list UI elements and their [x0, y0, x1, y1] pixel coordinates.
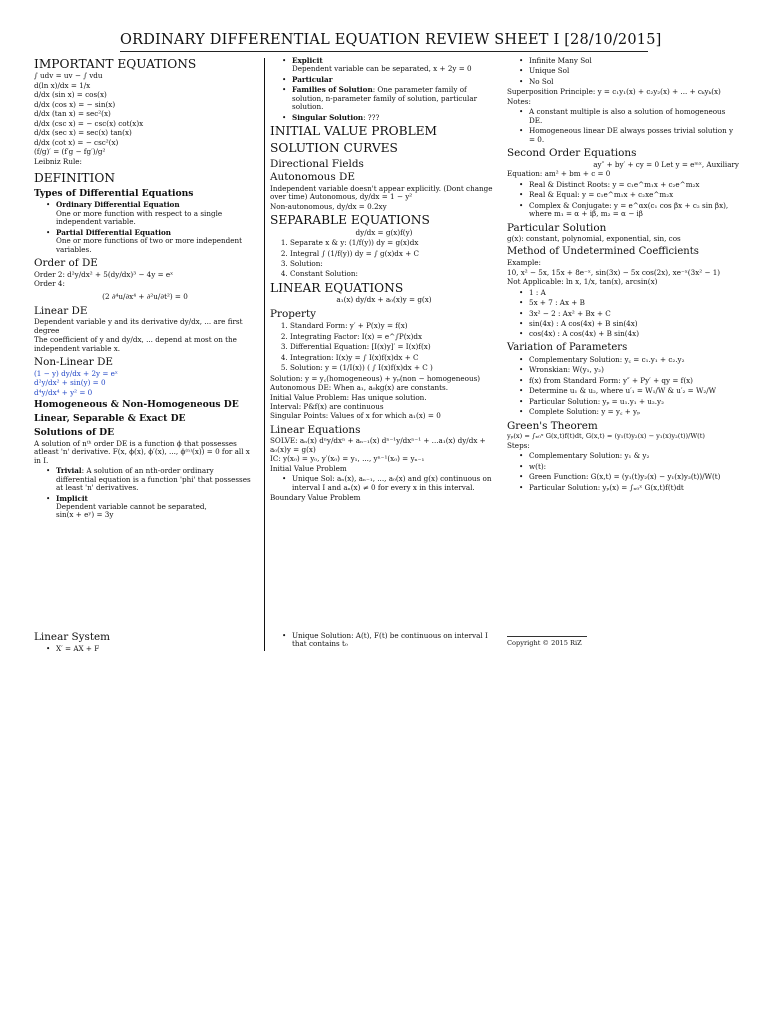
list-item: • Real & Equal: y = c₁e^m₁x + c₂xe^m₂x: [529, 191, 739, 199]
type-term: Partial Differential Equation: [56, 227, 172, 237]
singular-term: Singular Solution: [292, 112, 364, 122]
equation-line: (f/g)′ = (f′g − fg′)/g²: [34, 147, 106, 157]
undetermined-line: Not Applicable: ln x, 1/x, tan(x), arcsin(x): [507, 277, 658, 287]
type-desc: One or more function with respect to a single independent variable.: [56, 208, 223, 227]
solution-kinds-list: [270, 57, 498, 122]
list-item: • Complex & Conjugate: y = e^αx(c₁ cos βx + c₂ sin βx), where m₁ = α + iβ, m₂ = α − iβ: [529, 202, 739, 219]
solution-desc: : A solution of an nth-order ordinary differential equation is a function 'phi' that possesses at least 'n' derivatives.: [56, 466, 251, 493]
list-item: • A constant multiple is also a solution of homogeneous DE.: [529, 108, 739, 125]
linear-eqs-heading: Linear Equations: [270, 423, 361, 436]
auxiliary-eq: Equation: am² + bm + c = 0: [507, 169, 611, 179]
list-item: • Homogeneous linear DE always posses trivial solution y = 0.: [529, 127, 739, 144]
solution-extra: sin(x + eʸ) = 3y: [56, 510, 114, 520]
list-item: • Wronskian: W(y₁, y₂): [529, 366, 739, 374]
list-item: 5. Solution: y = (1/I(x)) ( ∫ I(x)f(x)dx + C ): [290, 364, 498, 372]
list-item: 4. Integration: I(x)y = ∫ I(x)f(x)dx + C: [290, 354, 498, 362]
list-item: • Determine u₁ & u₂, where u′₁ = W₁/W & u′₂ = W₂/W: [529, 387, 739, 395]
important-equations-heading: IMPORTANT EQUATIONS: [34, 57, 197, 71]
column-1: [34, 55, 256, 522]
linear-de-heading: Linear DE: [34, 305, 88, 318]
autonomous-text: Independent variable doesn't appear explicitly. (Dont change over time) Autonomous, dy/dx = 1 − y²: [270, 183, 493, 202]
families-desc: : One parameter family of solution, n-parameter family of solution, particular solution.: [292, 85, 478, 112]
solution-count-list: [507, 57, 739, 86]
list-item: [56, 495, 256, 520]
list-item: [56, 229, 256, 254]
footnote-rule: [507, 636, 587, 637]
linear-note: Solution: y = y꜀(homogeneous) + yₚ(non − homogeneous): [270, 373, 481, 383]
notes-list: [507, 108, 739, 144]
linear-system-heading: Linear System: [34, 631, 111, 643]
linear-note: Interval: P&f(x) are continuous: [270, 401, 384, 411]
list-item: [292, 114, 498, 122]
particular-term: Particular: [292, 74, 333, 84]
autonomous-heading: Autonomous DE: [270, 171, 355, 184]
explicit-desc: Dependent variable can be separated, x + 2y = 0: [292, 64, 472, 74]
solutions-heading: Solutions of DE: [34, 426, 115, 438]
solution-curves-heading: SOLUTION CURVES: [270, 140, 398, 155]
particular-solution-heading: Particular Solution: [507, 221, 607, 234]
list-item: • 1 : A: [529, 289, 739, 297]
list-item: • f(x) from Standard Form: y″ + Py′ + qy = f(x): [529, 377, 739, 385]
linear-separable-heading: Linear, Separable & Exact DE: [34, 412, 186, 424]
undetermined-line: 10, x² − 5x, 15x + 8e⁻ˣ, sin(3x) − 5x cos(2x), xe⁻ˣ(3x² − 1): [507, 267, 721, 277]
types-heading: Types of Differential Equations: [34, 187, 194, 199]
equation-line: d/dx (sin x) = cos(x): [34, 90, 107, 100]
equation-line: ∫ udv = uv − ∫ vdu: [34, 71, 103, 81]
separable-steps: [270, 239, 498, 279]
list-item: • 3x² − 2 : Ax² + Bx + C: [529, 310, 739, 318]
unique-solution-list: [270, 632, 498, 649]
list-item: • Complete Solution: y = y꜀ + yₚ: [529, 408, 739, 416]
linear-note: Singular Points: Values of x for which a₁(x) = 0: [270, 411, 441, 421]
equation-line: d/dx (cos x) = − sin(x): [34, 99, 116, 109]
list-item: • Infinite Many Sol: [529, 57, 739, 65]
linear-text: Dependent variable y and its derivative dy/dx, ... are first degree: [34, 317, 243, 335]
bvp-line: Boundary Value Problem: [270, 493, 361, 503]
footer-section: [507, 632, 739, 648]
homogeneous-heading: Homogeneous & Non-Homogeneous DE: [34, 399, 239, 411]
list-item: • 5x + 7 : Ax + B: [529, 299, 739, 307]
list-item: 1. Separate x & y: (1/f(y)) dy = g(x)dx: [290, 239, 498, 247]
equation-line: d/dx (cot x) = − csc²(x): [34, 137, 119, 147]
solution-term: Implicit: [56, 493, 88, 503]
nonlinear-equation: d⁴y/dx⁴ + y² = 0: [34, 387, 93, 397]
list-item: [292, 57, 498, 74]
nonlinear-equation: (1 − y) dy/dx + 2y = eˣ: [34, 368, 118, 378]
equation-line: d/dx (sec x) = sec(x) tan(x): [34, 128, 132, 138]
list-item: [292, 76, 498, 84]
order-line: Order 4:: [34, 279, 65, 289]
list-item: • X′ = AX + F: [56, 645, 256, 653]
order-line: Order 2: d²y/dx² + 5(dy/dx)³ − 4y = eˣ: [34, 269, 174, 279]
linear-text: The coefficient of y and dy/dx, ... depend at most on the independent variable x.: [34, 335, 237, 353]
separable-heading: SEPARABLE EQUATIONS: [270, 213, 430, 228]
types-list: [34, 201, 256, 254]
greens-heading: Green's Theorem: [507, 419, 598, 432]
list-item: 2. Integrating Factor: I(x) = e^∫P(x)dx: [290, 333, 498, 341]
undetermined-list: [507, 289, 739, 339]
list-item: • Real & Distinct Roots: y = c₁e^m₁x + c₂e^m₂x: [529, 181, 739, 189]
list-item: [56, 201, 256, 226]
second-order-cases: [507, 181, 739, 219]
list-item: • No Sol: [529, 78, 739, 86]
equation-line: d/dx (tan x) = sec²(x): [34, 109, 111, 119]
linear-system-list: [34, 645, 256, 653]
linear-eqs-line: SOLVE: aₙ(x) dⁿy/dxⁿ + aₙ₋₁(x) dⁿ⁻¹y/dxⁿ⁻¹ + ...a₁(x) dy/dx + a₀(x)y = g(x): [270, 436, 486, 454]
list-item: [56, 467, 256, 492]
list-item: [292, 86, 498, 111]
linear-system-section: [34, 628, 256, 656]
solutions-text: A solution of nᵗʰ order DE is a function ϕ that possesses atleast 'n' derivative. F(x, ϕ(x), ϕ′(x), ..., ϕ⁽ⁿ⁾(x)) = 0 for all x in I.: [34, 438, 250, 465]
linear-note: Autonomous DE: When a₁, a₀kg(x) are constants.: [270, 383, 449, 393]
undetermined-heading: Method of Undetermined Coefficients: [507, 246, 699, 258]
list-item: • Complementary Solution: y₁ & y₂: [529, 452, 739, 460]
list-item: • Unique Solution: A(t), F(t) be continuous on interval I that contains t₀: [292, 632, 498, 649]
list-item: • Particular Solution: yₚ = u₁.y₁ + u₂.y₂: [529, 398, 739, 406]
list-item: • sin(4x) : A cos(4x) + B sin(4x): [529, 320, 739, 328]
variation-list: [507, 356, 739, 417]
ivp-heading: INITIAL VALUE PROBLEM: [270, 124, 438, 139]
second-order-eq: ay″ + by′ + cy = 0 Let y = eᵐˣ, Auxiliary: [593, 159, 739, 169]
equation-line: Leibniz Rule:: [34, 156, 82, 166]
explicit-term: Explicit: [292, 56, 323, 65]
linear-equations-heading: LINEAR EQUATIONS: [270, 280, 404, 295]
list-item: 1. Standard Form: y′ + P(x)y = f(x): [290, 322, 498, 330]
column-3: [507, 55, 739, 494]
autonomous-text: Non-autonomous, dy/dx = 0.2xy: [270, 201, 387, 211]
equation-line: d(ln x)/dx = 1/x: [34, 80, 91, 90]
particular-text: g(x): constant, polynomial, exponential, sin, cos: [507, 233, 681, 243]
directional-fields-heading: Directional Fields: [270, 158, 364, 171]
list-item: • Particular Solution: yₚ(x) = ∫ₓ₀ˣ G(x,t)f(t)dt: [529, 484, 739, 492]
list-item: 4. Constant Solution:: [290, 270, 498, 278]
nonlinear-equation: d²y/dx² + sin(y) = 0: [34, 378, 106, 388]
singular-desc: : ???: [363, 112, 380, 122]
linear-note: Initial Value Problem: Has unique solution.: [270, 392, 427, 402]
solution-desc: Dependent variable cannot be separated,: [56, 502, 207, 511]
solution-types-list: [34, 467, 256, 520]
list-item: • Unique Sol: aₙ(x), aₙ₋₁, ..., a₀(x) and g(x) continuous on interval I and aₙ(x) ≠ 0 for every x in this interval.: [292, 475, 498, 492]
linear-eqs-line: Initial Value Problem: [270, 463, 347, 473]
copyright-text: Copyright © 2015 RiZ: [507, 639, 582, 647]
list-item: 3. Solution:: [290, 260, 498, 268]
second-order-heading: Second Order Equations: [507, 147, 637, 160]
type-term: Ordinary Differential Equation: [56, 200, 180, 210]
linear-equation: a₁(x) dy/dx + a₀(x)y = g(x): [336, 295, 432, 305]
nonlinear-heading: Non-Linear DE: [34, 356, 113, 369]
list-item: 2. Integral ∫ (1/f(y)) dy = ∫ g(x)dx + C: [290, 250, 498, 258]
notes-label: Notes:: [507, 96, 531, 106]
column-divider: [264, 58, 265, 651]
list-item: 3. Differential Equation: [I(x)y]′ = I(x)f(x): [290, 343, 498, 351]
greens-steps-label: Steps:: [507, 440, 530, 450]
definition-heading: DEFINITION: [34, 171, 116, 186]
unique-sol-list: [270, 475, 498, 492]
sheet-title: ORDINARY DIFFERENTIAL EQUATION REVIEW SHEET I [28/10/2015]: [120, 32, 648, 52]
solution-term: Trivial: [56, 466, 82, 476]
undetermined-line: Example:: [507, 258, 541, 268]
list-item: • Green Function: G(x,t) = (y₁(t)y₂(x) − y₁(x)y₂(t))/W(t): [529, 473, 739, 481]
list-item: • Unique Sol: [529, 67, 739, 75]
linear-eqs-line: IC: y(x₀) = y₀, y′(x₀) = y₁, ..., yⁿ⁻¹(x₀) = yₙ₋₁: [270, 454, 425, 464]
type-desc: One or more functions of two or more independent variables.: [56, 236, 243, 254]
superposition-line: Superposition Principle: y = c₁y₁(x) + c₂y₂(x) + ... + cₖyₖ(x): [507, 87, 721, 97]
families-term: Families of Solution: [292, 85, 373, 95]
separable-equation: dy/dx = g(x)f(y): [355, 227, 413, 237]
property-steps: [270, 322, 498, 372]
list-item: • Complementary Solution: y꜀ = c₁.y₁ + c₂.y₂: [529, 356, 739, 364]
order-heading: Order of DE: [34, 257, 98, 270]
order4-equation: (2 ∂⁴u/∂x⁴ + ∂²u/∂t²) = 0: [102, 291, 188, 301]
important-equations-list: [34, 72, 256, 166]
equation-line: d/dx (csc x) = − csc(x) cot(x)x: [34, 118, 144, 128]
list-item: • w(t):: [529, 463, 739, 471]
greens-list: [507, 452, 739, 492]
column-2: [270, 55, 498, 504]
greens-equation: yₚ(x) = ∫ₓ₀ˣ G(x,t)f(t)dt, G(x,t) = (y₁(t)y₂(x) − y₁(x)y₂(t))/W(t): [507, 431, 705, 440]
property-heading: Property: [270, 307, 317, 320]
variation-heading: Variation of Parameters: [507, 341, 628, 353]
unique-solution-section: [270, 630, 498, 651]
list-item: • cos(4x) : A cos(4x) + B sin(4x): [529, 330, 739, 338]
